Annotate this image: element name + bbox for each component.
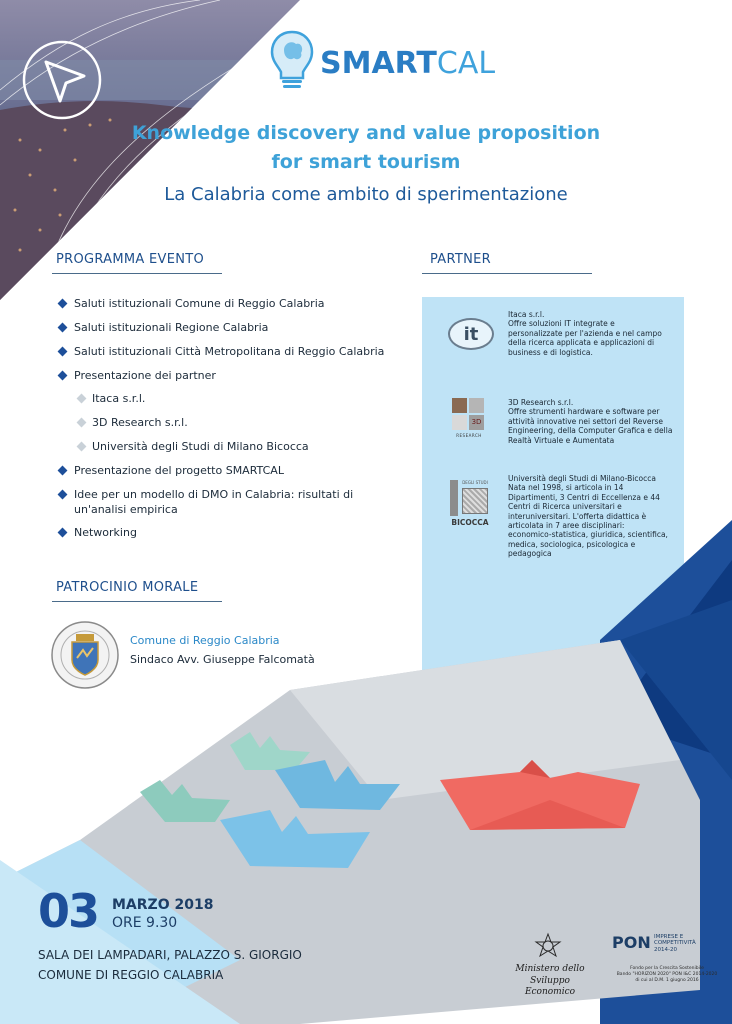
title-line-2: for smart tourism [271, 151, 461, 173]
patrocinio-heading: PATROCINIO MORALE [56, 580, 199, 595]
3d-research-logo: 3D RESEARCH [450, 396, 486, 440]
event-venue-line-2: COMUNE DI REGGIO CALABRIA [38, 968, 224, 982]
programma-list [56, 297, 396, 550]
patrocinio-line-2: Sindaco Avv. Giuseppe Falcomatà [130, 653, 315, 666]
diamond-bullet-icon [77, 442, 87, 452]
list-item: Saluti istituzionali Regione Calabria [56, 321, 396, 336]
list-item: Saluti istituzionali Comune di Reggio Calabria [56, 297, 396, 312]
itaca-description: Itaca s.r.l. Offre soluzioni IT integrate e personalizzate per l'azienda e nel campo della ricerca applicata e applicazioni di business e di logistica. [508, 310, 662, 357]
list-item: Networking [56, 526, 396, 541]
list-subitem: Università degli Studi di Milano Bicocca [56, 440, 396, 455]
fund-note: Fondo per la Crescita Sostenibile Bando "HORIZON 2020" PON I&C 2014-2020 di cui al D.M. 1 giugno 2016 [616, 966, 718, 984]
list-item: Presentazione dei partner [56, 369, 396, 384]
lightbulb-brain-icon [268, 28, 316, 92]
list-item: Presentazione del progetto SMARTCAL [56, 464, 396, 479]
diamond-bullet-icon [58, 489, 68, 499]
programma-underline [52, 273, 222, 274]
paper-boats-image [120, 700, 660, 890]
partner-heading: PARTNER [430, 252, 491, 267]
list-item: Saluti istituzionali Città Metropolitana di Reggio Calabria [56, 345, 396, 360]
logo-cal: CAL [436, 45, 496, 81]
partner-underline [422, 273, 592, 274]
diamond-bullet-icon [77, 418, 87, 428]
programma-heading: PROGRAMMA EVENTO [56, 252, 205, 267]
3d-research-description: 3D Research s.r.l. Offre strumenti hardware e software per attività innovative nei settori del Reverse Engineering, della Computer Grafica e della Realtà Virtuale e Aumentata [508, 398, 673, 445]
title-line-1: Knowledge discovery and value proposition [131, 122, 601, 144]
diamond-bullet-icon [58, 370, 68, 380]
subtitle: La Calabria come ambito di sperimentazione [164, 184, 568, 205]
diamond-bullet-icon [58, 322, 68, 332]
ministero-label: Ministero dello Sviluppo Economico [515, 964, 585, 998]
list-item: Idee per un modello di DMO in Calabria: risultati di un'analisi empirica [56, 488, 396, 518]
logo-smart: SMART [320, 45, 437, 81]
logo-wordmark [320, 46, 495, 81]
event-day: 03 [38, 884, 99, 938]
itaca-logo: it [448, 318, 494, 350]
bicocca-description: Università degli Studi di Milano-Bicocca Nata nel 1998, si articola in 14 Dipartimenti, 3 Centri di Eccellenza e 44 Centri di Ricerca universitari e interuniversitari. L'offerta didattica è articolata in 7 aree disciplinari: economico-statistica, giuridica, scientifica, medica, sociologica, psicologica e pedagogica [508, 474, 668, 558]
patrocinio-line-1: Comune di Reggio Calabria [130, 634, 280, 647]
diamond-bullet-icon [77, 394, 87, 404]
pon-logo: PON [612, 933, 651, 952]
paper-boat-red [440, 760, 640, 830]
bicocca-logo: DEGLI STUDI BICOCCA [451, 480, 489, 527]
smartcal-logo [268, 28, 495, 92]
diamond-bullet-icon [58, 299, 68, 309]
paper-boat-blue [220, 760, 400, 868]
event-venue-line-1: SALA DEI LAMPADARI, PALAZZO S. GIORGIO [38, 948, 302, 962]
italian-republic-emblem-icon [534, 932, 562, 962]
pon-logo-text: IMPRESE E COMPETITIVITÀ 2014-20 [654, 934, 696, 953]
list-subitem: 3D Research s.r.l. [56, 416, 396, 431]
diamond-bullet-icon [58, 346, 68, 356]
diamond-bullet-icon [58, 465, 68, 475]
list-subitem: Itaca s.r.l. [56, 392, 396, 407]
event-time: ORE 9.30 [112, 915, 178, 931]
event-month-year: MARZO 2018 [112, 897, 214, 913]
